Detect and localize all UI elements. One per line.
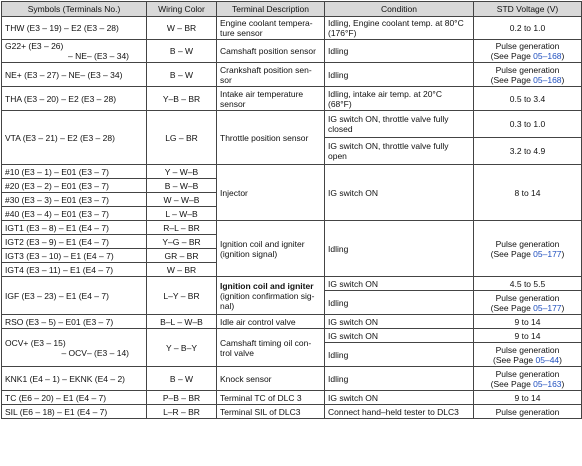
- condition-line: (176°F): [328, 28, 357, 38]
- description-cell: [217, 17, 325, 40]
- voltage-cell: 8 to 14: [474, 165, 582, 221]
- condition-line: IG switch ON, throttle valve fully: [328, 114, 449, 124]
- description-cell: Camshaft position sensor: [217, 40, 325, 63]
- table-row: [2, 165, 582, 179]
- table-row: [2, 367, 582, 391]
- voltage-line: Pulse generation: [495, 64, 560, 75]
- symbol-cell: VTA (E3 – 21) – E2 (E3 – 28): [2, 111, 147, 165]
- wiring-cell: L–R – BR: [147, 405, 217, 419]
- see-page-text: (See Page: [490, 51, 534, 61]
- condition-cell: Idling: [325, 291, 474, 315]
- voltage-line: [477, 355, 578, 365]
- symbol-cell: THA (E3 – 20) – E2 (E3 – 28): [2, 87, 147, 111]
- paren-text: ): [561, 378, 565, 389]
- voltage-cell: 0.5 to 3.4: [474, 87, 582, 111]
- wiring-cell: L–Y – BR: [147, 277, 217, 315]
- header-terminal-description: Terminal Description: [217, 2, 325, 17]
- condition-cell: IG switch ON: [325, 329, 474, 343]
- wiring-cell: B – W: [147, 40, 217, 63]
- table-row: [2, 63, 582, 87]
- wiring-cell: Y–G – BR: [147, 235, 217, 249]
- table-row: [2, 329, 582, 343]
- paren-text: ): [561, 51, 565, 61]
- voltage-line: Pulse generation: [495, 238, 560, 249]
- condition-cell: Idling: [325, 343, 474, 367]
- page-link[interactable]: 05–168: [533, 74, 562, 85]
- voltage-line: [477, 249, 578, 259]
- wiring-cell: W – BR: [147, 17, 217, 40]
- wiring-cell: Y–B – BR: [147, 87, 217, 111]
- condition-line: IG switch ON, throttle valve fully: [328, 141, 449, 151]
- description-line: ture sensor: [220, 28, 263, 38]
- voltage-cell: [474, 343, 582, 367]
- symbol-cell: RSO (E3 – 5) – E01 (E3 – 7): [2, 315, 147, 329]
- header-wiring-color: Wiring Color: [147, 2, 217, 17]
- voltage-cell: [474, 221, 582, 277]
- description-cell: Idle air control valve: [217, 315, 325, 329]
- symbol-line: – NE– (E3 – 34): [68, 51, 129, 61]
- table-row: [2, 391, 582, 405]
- description-line: Ignition coil and igniter: [220, 238, 305, 249]
- symbol-cell: IGT3 (E3 – 10) – E1 (E4 – 7): [2, 249, 147, 263]
- description-cell: Terminal SIL of DLC3: [217, 405, 325, 419]
- condition-cell: [325, 17, 474, 40]
- condition-cell: IG switch ON: [325, 391, 474, 405]
- symbol-cell: IGF (E3 – 23) – E1 (E4 – 7): [2, 277, 147, 315]
- condition-cell: IG switch ON: [325, 277, 474, 291]
- description-line: Engine coolant tempera-: [220, 18, 313, 28]
- symbol-cell: NE+ (E3 – 27) – NE– (E3 – 34): [2, 63, 147, 87]
- condition-cell: IG switch ON: [325, 315, 474, 329]
- symbol-cell: TC (E6 – 20) – E1 (E4 – 7): [2, 391, 147, 405]
- symbol-line: – OCV– (E3 – 14): [61, 347, 129, 358]
- wiring-cell: P–B – BR: [147, 391, 217, 405]
- voltage-cell: 9 to 14: [474, 315, 582, 329]
- wiring-cell: W – BR: [147, 263, 217, 277]
- description-cell: [217, 277, 325, 315]
- condition-line: closed: [328, 124, 353, 134]
- header-symbols: Symbols (Terminals No.): [2, 2, 147, 17]
- paren-text: ): [561, 248, 565, 259]
- symbol-cell: IGT4 (E3 – 11) – E1 (E4 – 7): [2, 263, 147, 277]
- condition-line: Idling, Engine coolant temp. at 80°C: [328, 18, 464, 28]
- description-cell: [217, 87, 325, 111]
- condition-cell: Idling: [325, 221, 474, 277]
- paren-text: ): [561, 74, 565, 85]
- voltage-cell: 4.5 to 5.5: [474, 277, 582, 291]
- symbol-cell: #30 (E3 – 3) – E01 (E3 – 7): [2, 193, 147, 207]
- wiring-cell: B – W: [147, 63, 217, 87]
- header-row: [2, 2, 582, 17]
- voltage-line: [477, 303, 578, 313]
- voltage-cell: [474, 367, 582, 391]
- description-cell: Injector: [217, 165, 325, 221]
- description-cell: Throttle position sensor: [217, 111, 325, 165]
- voltage-line: Pulse generation: [495, 344, 560, 355]
- voltage-cell: [474, 291, 582, 315]
- wiring-cell: Y – W–B: [147, 165, 217, 179]
- condition-cell: [325, 138, 474, 165]
- condition-cell: Connect hand–held tester to DLC3: [325, 405, 474, 419]
- header-condition: Condition: [325, 2, 474, 17]
- symbol-cell: #40 (E3 – 4) – E01 (E3 – 7): [2, 207, 147, 221]
- description-line: sor: [220, 74, 232, 85]
- condition-cell: [325, 111, 474, 138]
- symbol-cell: [2, 40, 147, 63]
- wiring-cell: R–L – BR: [147, 221, 217, 235]
- wiring-cell: LG – BR: [147, 111, 217, 165]
- symbol-cell: IGT1 (E3 – 8) – E1 (E4 – 7): [2, 221, 147, 235]
- description-line: sensor: [220, 98, 246, 109]
- table-row: [2, 315, 582, 329]
- table-row: [2, 40, 582, 63]
- voltage-cell: 9 to 14: [474, 391, 582, 405]
- paren-text: ): [559, 354, 562, 365]
- page-link[interactable]: 05–163: [533, 378, 562, 389]
- voltage-cell: 9 to 14: [474, 329, 582, 343]
- voltage-line: [477, 51, 578, 61]
- see-page-text: (See Page: [492, 354, 536, 365]
- condition-line: open: [328, 151, 347, 161]
- wiring-cell: W – W–B: [147, 193, 217, 207]
- symbol-line: G22+ (E3 – 26): [5, 41, 64, 51]
- description-line: Intake air temperature: [220, 88, 304, 99]
- voltage-line: Pulse generation: [495, 292, 560, 303]
- page-link[interactable]: 05–177: [533, 302, 562, 313]
- description-line: Camshaft timing oil con-: [220, 337, 312, 348]
- voltage-cell: Pulse generation: [474, 405, 582, 419]
- voltage-cell: 3.2 to 4.9: [474, 138, 582, 165]
- paren-text: ): [561, 302, 565, 313]
- voltage-line: Pulse generation: [495, 41, 560, 51]
- condition-line: (68°F): [328, 98, 352, 109]
- table-row: [2, 111, 582, 138]
- description-cell: [217, 329, 325, 367]
- condition-line: Idling, intake air temp. at 20°C: [328, 88, 442, 99]
- symbol-cell: #10 (E3 – 1) – E01 (E3 – 7): [2, 165, 147, 179]
- header-std-voltage: STD Voltage (V): [474, 2, 582, 17]
- page-link[interactable]: 05–44: [535, 354, 560, 365]
- symbol-cell: #20 (E3 – 2) – E01 (E3 – 7): [2, 179, 147, 193]
- table-row: [2, 17, 582, 40]
- description-cell: [217, 221, 325, 277]
- wiring-cell: B – W–B: [147, 179, 217, 193]
- terminal-voltage-table: [1, 1, 582, 419]
- description-line: (ignition confirmation sig-: [220, 290, 315, 301]
- wiring-cell: L – W–B: [147, 207, 217, 221]
- condition-cell: Idling: [325, 63, 474, 87]
- symbol-cell: KNK1 (E4 – 1) – EKNK (E4 – 2): [2, 367, 147, 391]
- description-line: trol valve: [220, 347, 255, 358]
- description-line: Ignition coil and igniter: [220, 280, 314, 291]
- page-link[interactable]: 05–177: [533, 248, 562, 259]
- symbol-cell: [2, 329, 147, 367]
- description-line: nal): [220, 300, 235, 311]
- table-row: [2, 87, 582, 111]
- symbol-line: OCV+ (E3 – 15): [5, 337, 66, 348]
- condition-cell: [325, 87, 474, 111]
- description-line: (ignition signal): [220, 248, 278, 259]
- wiring-cell: GR – BR: [147, 249, 217, 263]
- table-row: [2, 221, 582, 235]
- see-page-text: (See Page: [490, 302, 534, 313]
- wiring-cell: B – W: [147, 367, 217, 391]
- condition-cell: Idling: [325, 40, 474, 63]
- see-page-text: (See Page: [490, 248, 534, 259]
- description-cell: Terminal TC of DLC 3: [217, 391, 325, 405]
- symbol-cell: SIL (E6 – 18) – E1 (E4 – 7): [2, 405, 147, 419]
- condition-cell: Idling: [325, 367, 474, 391]
- wiring-cell: Y – B–Y: [147, 329, 217, 367]
- voltage-cell: [474, 63, 582, 87]
- voltage-line: [477, 379, 578, 389]
- description-line: Crankshaft position sen-: [220, 64, 312, 75]
- page-link[interactable]: 05–168: [533, 51, 562, 61]
- see-page-text: (See Page: [490, 74, 534, 85]
- voltage-cell: 0.2 to 1.0: [474, 17, 582, 40]
- condition-cell: IG switch ON: [325, 165, 474, 221]
- symbol-cell: THW (E3 – 19) – E2 (E3 – 28): [2, 17, 147, 40]
- description-cell: [217, 63, 325, 87]
- voltage-line: [477, 75, 578, 85]
- symbol-cell: IGT2 (E3 – 9) – E1 (E4 – 7): [2, 235, 147, 249]
- see-page-text: (See Page: [490, 378, 534, 389]
- table-row: [2, 405, 582, 419]
- voltage-line: Pulse generation: [495, 368, 560, 379]
- wiring-cell: B–L – W–B: [147, 315, 217, 329]
- description-cell: Knock sensor: [217, 367, 325, 391]
- voltage-cell: 0.3 to 1.0: [474, 111, 582, 138]
- table-row: [2, 277, 582, 291]
- voltage-cell: [474, 40, 582, 63]
